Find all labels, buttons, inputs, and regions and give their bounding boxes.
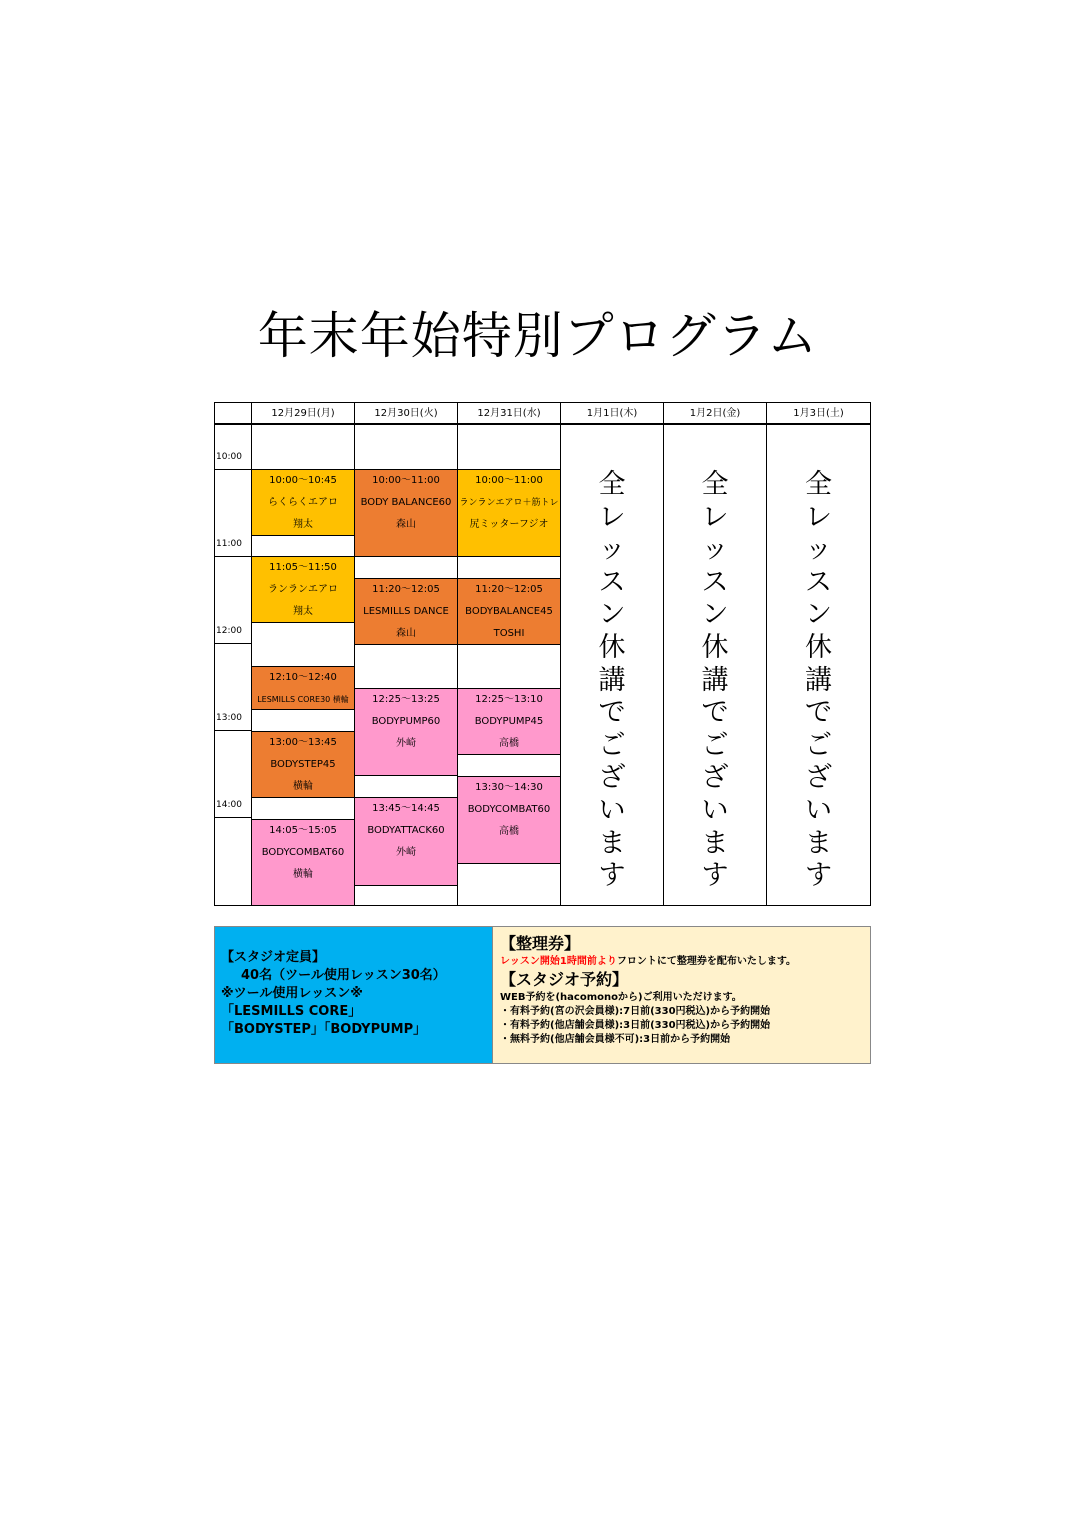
closed-char: ン [598,599,626,631]
lesson-block [251,469,355,536]
closed-char: 休 [805,631,832,663]
header-day-3: 12月31日(水) [457,402,561,424]
lesson-name: BODYPUMP45 [474,716,544,727]
lesson-name: ランランエアロ＋筋トレ [459,498,559,508]
closed-char: い [805,794,832,826]
lesson-instructor: 外崎 [396,847,416,858]
lesson-instructor: 横輪 [293,781,313,792]
closed-char: い [598,794,626,826]
hour-line [215,643,253,644]
lesson-instructor: TOSHI [493,628,525,639]
closed-char: 講 [701,664,729,696]
closed-char: ご [598,729,626,761]
lesson-name: BODYPUMP60 [371,716,441,727]
closed-char: ご [701,729,729,761]
reservation-line: WEB予約を(hacomonoから)ご利用いただけます。 [500,992,742,1003]
lesson-time: 13:00〜13:45 [269,737,337,748]
lesson-time: 11:20〜12:05 [372,584,440,595]
lesson-instructor: 翔太 [293,519,313,530]
lesson-block [354,469,458,557]
time-label: 11:00 [216,539,242,549]
closed-char: ッ [805,534,832,566]
header-corner [214,402,252,424]
header-day-2: 12月30日(火) [354,402,458,424]
lesson-time: 12:25〜13:10 [475,694,543,705]
ticket-heading: 【整理券】 [500,934,581,953]
time-label: 10:00 [216,452,242,462]
time-label: 13:00 [216,713,242,723]
lesson-time: 14:05〜15:05 [269,825,337,836]
lesson-instructor: 翔太 [293,606,313,617]
closed-char: で [805,697,832,729]
closed-char: で [598,697,626,729]
time-label: 14:00 [216,800,242,810]
closed-char: ス [598,566,626,598]
lesson-time: 11:05〜11:50 [269,562,337,573]
ticket-note-text: フロントにて整理券を配布いたします。 [616,956,797,967]
closed-char: ざ [598,762,626,794]
closed-char: 休 [701,631,729,663]
closed-char: レ [701,501,729,533]
lesson-instructor: 尻ミッターフジオ [469,519,549,530]
header-day-5: 1月2日(金) [663,402,767,424]
lesson-name: BODYBALANCE45 [465,606,553,617]
ticket-note [500,955,870,969]
page-title: 年末年始特別プログラム [257,307,819,365]
lesson-name: らくらくエアロ [268,497,338,508]
closed-char: ざ [701,762,729,794]
lesson-block [457,469,561,557]
lesson-block [354,578,458,645]
closed-notice [561,469,663,893]
reservation-line: ・無料予約(他店舗会員様不可):3日前から予約開始 [500,1034,731,1045]
closed-notice [664,469,766,893]
closed-char: す [598,860,626,892]
lesson-time: 10:00〜10:45 [269,475,337,486]
lesson-block [354,797,458,886]
lesson-time: 13:45〜14:45 [372,803,440,814]
lesson-instructor: 森山 [396,519,416,530]
closed-char: レ [598,501,626,533]
lesson-instructor: 高橋 [499,826,519,837]
hour-line [215,730,253,731]
closed-char: ま [598,827,626,859]
header-day-1: 12月29日(月) [251,402,355,424]
lesson-instructor: 高橋 [499,738,519,749]
closed-char: ま [805,827,832,859]
lesson-block [251,819,355,906]
schedule-table [214,402,871,906]
lesson-name: LESMILLS CORE30 横輪 [257,695,349,704]
lesson-time: 11:20〜12:05 [475,584,543,595]
closed-char: ス [805,566,832,598]
capacity-heading: 【スタジオ定員】 [221,950,326,965]
notice-panel [493,927,870,1063]
lesson-time: 12:25〜13:25 [372,694,440,705]
closed-char: ン [805,599,832,631]
day-column-2 [354,424,458,906]
lesson-block [251,731,355,798]
time-label: 12:00 [216,626,242,636]
lesson-instructor: 外崎 [396,738,416,749]
reservation-line: ・有料予約(他店舗会員様):3日前(330円税込)から予約開始 [500,1020,771,1031]
closed-char: ス [701,566,729,598]
closed-char: ッ [598,534,626,566]
capacity-line: 「BODYSTEP」「BODYPUMP」 [221,1022,427,1037]
closed-char: す [805,860,832,892]
lesson-instructor: 横輪 [293,869,313,880]
header-day-4: 1月1日(木) [560,402,664,424]
day-column-5 [663,424,767,906]
closed-char: す [701,860,729,892]
time-column [214,424,252,906]
capacity-line: 40名（ツール使用レッスン30名） [241,968,446,983]
reservation-line: ・有料予約(宮の沢会員様):7日前(330円税込)から予約開始 [500,1006,771,1017]
lesson-time: 12:10〜12:40 [269,672,337,683]
closed-char: い [701,794,729,826]
capacity-line: 「LESMILLS CORE」 [221,1004,362,1019]
lesson-time: 10:00〜11:00 [372,475,440,486]
closed-char: で [701,697,729,729]
day-column-6 [766,424,871,906]
day-column-4 [560,424,664,906]
lesson-block [457,776,561,864]
lesson-name: BODYCOMBAT60 [261,847,345,858]
lesson-name: LESMILLS DANCE [363,606,449,617]
header-day-6: 1月3日(土) [766,402,871,424]
closed-char: レ [805,501,832,533]
closed-char: ッ [701,534,729,566]
lesson-name: ランランエアロ [268,584,338,595]
lesson-block [251,556,355,623]
lesson-block [354,688,458,776]
lesson-name: BODYSTEP45 [270,759,336,770]
lesson-time: 13:30〜14:30 [475,782,543,793]
reservation-heading: 【スタジオ予約】 [500,970,629,989]
lesson-instructor: 森山 [396,628,416,639]
lesson-name: BODY BALANCE60 [360,497,452,508]
lesson-name: BODYATTACK60 [367,825,445,836]
day-column-1 [251,424,355,906]
closed-char: ご [805,729,832,761]
hour-line [215,469,253,470]
closed-char: ン [701,599,729,631]
closed-notice [767,469,870,893]
lesson-block [457,688,561,755]
closed-char: 全 [805,469,832,500]
closed-char: 講 [805,664,832,696]
closed-char: 全 [598,469,626,500]
closed-char: 講 [598,664,626,696]
lesson-block [457,578,561,645]
info-box [214,926,871,1064]
closed-char: ざ [805,762,832,794]
lesson-name: BODYCOMBAT60 [467,804,551,815]
hour-line [215,556,253,557]
day-column-3 [457,424,561,906]
hour-line [215,817,253,818]
lesson-time: 10:00〜11:00 [475,475,543,486]
capacity-panel [215,927,493,1063]
ticket-note-highlight: レッスン開始1時間前より [500,956,617,967]
capacity-line: ※ツール使用レッスン※ [221,986,363,1001]
closed-char: 休 [598,631,626,663]
closed-char: 全 [701,469,729,500]
closed-char: ま [701,827,729,859]
lesson-block [251,666,355,710]
